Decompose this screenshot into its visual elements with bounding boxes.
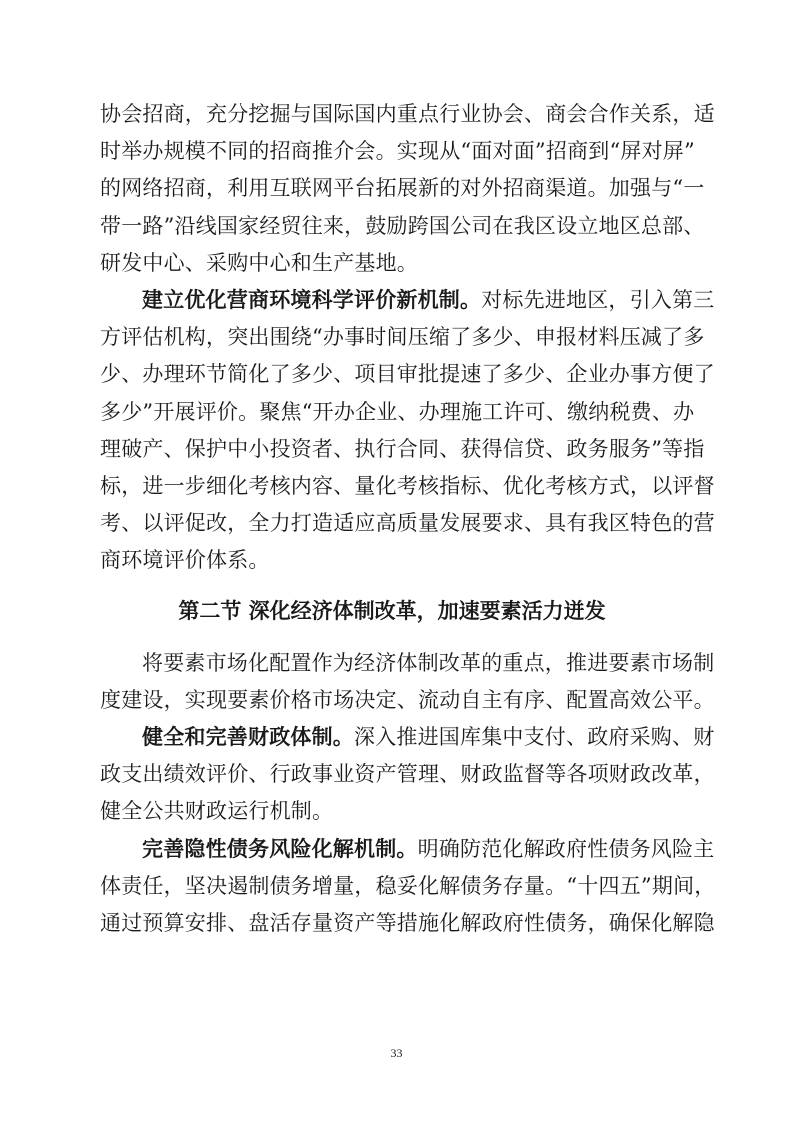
text-line: 理破产、保护中小投资者、执行合同、获得信贷、政务服务”等指 xyxy=(100,436,705,461)
text-line: 通过预算安排、盘活存量资产等措施化解政府性债务，确保化解隐 xyxy=(100,911,715,936)
paragraph-factor-market xyxy=(100,645,715,719)
paragraph-investment-promotion xyxy=(100,96,715,282)
text-line: 协会招商，充分挖掘与国际国内重点行业协会、商会合作关系，适 xyxy=(100,102,715,126)
text-line: 考、以评促改，全力打造适应高质量发展要求、具有我区特色的营 xyxy=(100,511,715,536)
text-line: 度建设，实现要素价格市场决定、流动自主有序、配置高效公平。 xyxy=(100,687,715,712)
paragraph-lead-heading: 完善隐性债务风险化解机制。 xyxy=(142,836,418,861)
paragraph-lead-heading: 健全和完善财政体制。 xyxy=(142,725,354,750)
paragraph-business-environment xyxy=(100,282,715,580)
text-line: 体责任，坚决遏制债务增量，稳妥化解债务存量。“十四五”期间， xyxy=(100,873,716,898)
paragraph-fiscal-system xyxy=(100,719,715,831)
text-line: 少、办理环节简化了多少、项目审批提速了多少、企业办事方便了 xyxy=(100,362,715,387)
text-line xyxy=(100,719,715,756)
text-line: 政支出绩效评价、行政事业资产管理、财政监督等各项财政改革， xyxy=(100,762,715,787)
text-line: 的网络招商，利用互联网平台拓展新的对外招商渠道。加强与“一 xyxy=(100,176,705,201)
paragraph-lead-text: 对标先进地区，引入第三 xyxy=(481,288,715,313)
text-line: 带一路”沿线国家经贸往来，鼓励跨国公司在我区设立地区总部、 xyxy=(100,213,705,238)
text-line: 将要素市场化配置作为经济体制改革的重点，推进要素市场制 xyxy=(142,650,715,675)
section-heading: 第二节 深化经济体制改革，加速要素活力迸发 xyxy=(178,598,606,623)
text-line: 时举办规模不同的招商推介会。实现从“面对面”招商到“屏对屏” xyxy=(100,139,695,164)
text-line: 标，进一步细化考核内容、量化考核指标、优化考核方式，以评督 xyxy=(100,474,715,499)
text-line: 方评估机构，突出围绕“办事时间压缩了多少、申报材料压减了多 xyxy=(100,325,705,350)
paragraph-lead-text: 深入推进国库集中支付、政府采购、财 xyxy=(354,725,715,750)
text-line: 健全公共财政运行机制。 xyxy=(100,799,334,824)
text-line xyxy=(100,831,715,868)
paragraph-lead-heading: 建立优化营商环境科学评价新机制。 xyxy=(142,288,482,313)
text-line xyxy=(100,282,715,319)
document-page xyxy=(100,96,716,942)
paragraph-lead-text: 明确防范化解政府性债务风险主 xyxy=(417,836,715,861)
text-line: 商环境评价体系。 xyxy=(100,548,270,573)
page-number: 33 xyxy=(390,1046,403,1060)
text-line: 研发中心、采购中心和生产基地。 xyxy=(100,250,418,275)
paragraph-debt-risk xyxy=(100,831,716,943)
text-line: 多少”开展评价。聚焦“开办企业、办理施工许可、缴纳税费、办 xyxy=(100,399,695,424)
